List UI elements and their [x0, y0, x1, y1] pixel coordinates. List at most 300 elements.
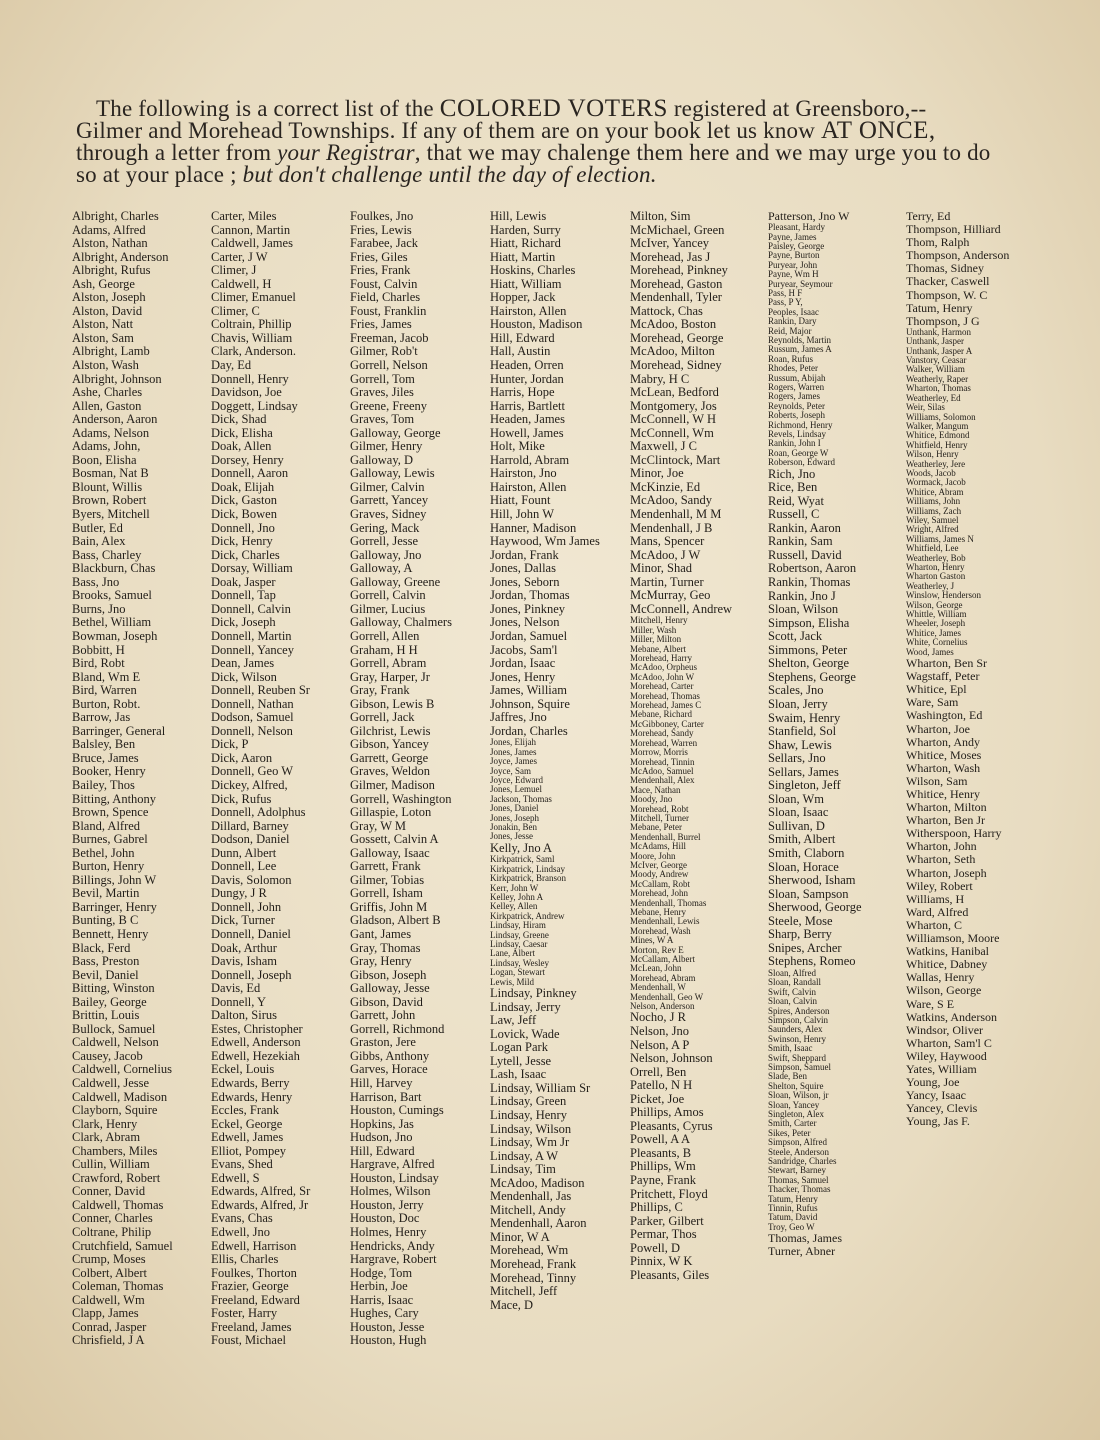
voter-name: Herbin, Joe: [350, 1279, 408, 1294]
voter-name: Morehead, Gaston: [630, 276, 723, 291]
voter-name: Holmes, Henry: [350, 1225, 427, 1240]
voter-name: Kelley, Allen: [490, 901, 538, 912]
voter-name: Gray, Thomas: [350, 940, 421, 955]
voter-name: Gorrell, Tom: [350, 371, 415, 386]
voter-name: Burton, Henry: [72, 859, 145, 874]
voter-name: Albright, Rufus: [72, 263, 151, 278]
voter-name: Houston, Jesse: [350, 1319, 425, 1334]
voter-name: Lovick, Wade: [490, 1026, 560, 1041]
voter-name: Robertson, Aaron: [768, 561, 857, 576]
voter-name: Eckel, Louis: [211, 1062, 275, 1077]
voter-name: Kirkpatrick, Andrew: [490, 910, 565, 921]
voter-name: Graham, H H: [350, 642, 418, 657]
voter-column-4: [490, 210, 600, 1312]
voter-name: Climer, C: [211, 303, 260, 318]
voter-name: Foulkes, Thorton: [211, 1265, 297, 1280]
voter-name: Mendenhall, W: [630, 982, 686, 993]
voter-name: Wharton, John: [906, 839, 977, 854]
voter-name: McMichael, Green: [630, 222, 725, 237]
voter-name: Hill, Harvey: [350, 1076, 413, 1090]
voter-name: Howell, James: [490, 425, 564, 440]
voter-name: Boon, Elisha: [72, 452, 137, 467]
voter-name: McAdoo, Milton: [630, 344, 715, 359]
voter-name: Ware, S E: [906, 996, 955, 1011]
voter-name: Nelson, Jno: [630, 1024, 690, 1039]
voter-name: Houston, Jerry: [350, 1197, 424, 1212]
voter-name: Jones, Elijah: [490, 737, 536, 748]
voter-name: Gibson, David: [350, 994, 423, 1009]
voter-name: McConnell, Andrew: [630, 601, 733, 616]
voter-name: Davis, Solomon: [211, 872, 292, 887]
voter-name: Wallas, Henry: [906, 970, 975, 985]
voter-name: Headen, Orren: [490, 358, 564, 373]
voter-name: Crump, Moses: [72, 1252, 146, 1267]
voter-name: Wood, James: [906, 646, 954, 657]
voter-name: Weatherley, Bob: [906, 552, 966, 563]
voter-name: Wiley, Haywood: [906, 1048, 987, 1063]
voter-name: Gray, Frank: [350, 683, 410, 698]
voter-name: Kirkpatrick, Branson: [490, 873, 566, 884]
voter-name: Hendricks, Andy: [350, 1238, 435, 1253]
voter-name: Thacker, Thomas: [768, 1184, 831, 1195]
voter-name: Gilmer, Rob't: [350, 344, 418, 359]
voter-name: Dick, Elisha: [211, 425, 273, 440]
voter-name: Gorrell, Abram: [350, 656, 427, 671]
voter-name: Singleton, Jeff: [768, 778, 841, 793]
voter-name: Unthank, Jasper A: [906, 345, 973, 356]
voter-name: Morehead, Warren: [630, 737, 698, 748]
voter-name: Mebane, Henry: [630, 907, 686, 917]
voter-name: Bunting, B C: [72, 913, 139, 928]
voter-name: Houston, Cumings: [350, 1103, 444, 1118]
voter-name: Donnell, Joseph: [211, 967, 292, 982]
voter-name: Barringer, General: [72, 723, 166, 738]
voter-name: Dick, Bowen: [211, 507, 277, 522]
voter-name: Hoskins, Charles: [490, 263, 576, 278]
voter-name: Donnell, Daniel: [211, 926, 291, 941]
voter-name: Hargrave, Robert: [350, 1252, 437, 1267]
voter-name: Hill, Lewis: [490, 209, 547, 223]
voter-name: Simpson, Samuel: [768, 1061, 832, 1072]
voter-name: Gossett, Calvin A: [350, 832, 439, 847]
voter-name: Reid, Wyat: [768, 493, 824, 508]
voter-name: Fries, Lewis: [350, 222, 412, 237]
voter-name: Russum, Abijah: [768, 372, 826, 383]
voter-name: Lewis, Mild: [490, 976, 534, 987]
voter-name: Bethel, John: [72, 845, 135, 860]
voter-name: Wharton, C: [906, 917, 962, 932]
voter-name: Carter, Miles: [211, 209, 277, 223]
voter-name: Dean, James: [211, 656, 275, 671]
voter-name: Caldwell, James: [211, 236, 293, 251]
voter-name: Sloan, Wilson: [768, 602, 839, 617]
voter-name: Graves, Tom: [350, 412, 415, 427]
voter-name: Sloan, Yancey: [768, 1099, 820, 1110]
voter-name: Dillard, Barney: [211, 818, 289, 833]
voter-name: Galloway, Isaac: [350, 845, 430, 860]
voter-name: Bullock, Samuel: [72, 1021, 156, 1036]
voter-name: Field, Charles: [350, 290, 421, 305]
voter-name: Climer, Emanuel: [211, 290, 296, 305]
voter-name: McCallam, Albert: [630, 954, 695, 965]
voter-name: Dunn, Albert: [211, 845, 277, 860]
voter-name: Gorrell, Jesse: [350, 534, 419, 549]
voter-name: Lindsay, Green: [490, 1094, 567, 1109]
voter-name: Pass, P Y,: [768, 297, 803, 308]
voter-name: Donnell, Reuben Sr: [211, 683, 310, 698]
voter-name: Sloan, Wilson, jr: [768, 1090, 829, 1101]
voter-name: Rogers, James: [768, 391, 820, 402]
voter-name: Mendenhall, Aaron: [490, 1216, 587, 1231]
voter-name: Harris, Hope: [490, 385, 555, 400]
voter-name: Gorrell, Allen: [350, 628, 420, 643]
voter-name: Lindsay, Tim: [490, 1162, 556, 1177]
voter-name: Blackburn, Chas: [72, 561, 156, 576]
voter-name: Mendenhall, Burrel: [630, 831, 701, 842]
voter-name: Kirkpatrick, Saml: [490, 854, 555, 865]
voter-name: Donnell, Adolphus: [211, 805, 306, 820]
voter-name: Causey, Jacob: [72, 1048, 143, 1063]
voter-name: Hudson, Jno: [350, 1130, 413, 1145]
voter-name: Tatum, David: [768, 1212, 818, 1223]
voter-name: Crawford, Robert: [72, 1170, 161, 1185]
voter-column-3: [350, 210, 452, 1348]
voter-name: Weatherly, Raper: [906, 373, 969, 384]
header-line-3: through a letter from your Registrar, that we may chalenge them here and we may urge you to do: [76, 140, 991, 165]
voter-name: Morrow, Morris: [630, 747, 688, 758]
voter-name: Powell, A A: [630, 1132, 691, 1147]
voter-name: Bass, Preston: [72, 954, 140, 969]
voter-name: Holmes, Wilson: [350, 1184, 431, 1199]
voter-name: Mitchell, Andy: [490, 1202, 566, 1217]
voter-name: Clapp, James: [72, 1306, 139, 1321]
voter-name: Wilson, George: [906, 599, 963, 610]
voter-name: Caldwell, Jesse: [72, 1076, 150, 1090]
voter-name: Lindsay, Hiram: [490, 920, 546, 931]
voter-name: Jordan, Charles: [490, 723, 568, 738]
voter-name: Anderson, Aaron: [72, 412, 158, 427]
voter-name: Morehead, James C: [630, 700, 702, 711]
voter-name: Thompson, Anderson: [906, 248, 1010, 263]
voter-name: Bennett, Henry: [72, 926, 149, 941]
voter-name: Caldwell, H: [211, 276, 272, 291]
voter-name: Coleman, Thomas: [72, 1279, 164, 1294]
voter-name: Doggett, Lindsay: [211, 398, 298, 413]
header-line-1: The following is a correct list of the COLORED VOTERS registered at Greensboro,--: [96, 95, 927, 122]
voter-name: Williams, John: [906, 496, 961, 507]
voter-name: Mitchell, Turner: [630, 812, 690, 823]
voter-name: Phillips, Amos: [630, 1105, 704, 1120]
voter-name: Minor, Shad: [630, 561, 692, 576]
voter-name: Dodson, Daniel: [211, 832, 290, 847]
voter-name: Wiley, Samuel: [906, 514, 959, 525]
voter-name: Pleasants, Cyrus: [630, 1118, 713, 1133]
voter-name: White, Cornelius: [906, 637, 968, 648]
voter-name: Jones, Lemuel: [490, 784, 542, 795]
voter-name: Edwell, Jno: [211, 1225, 271, 1240]
voter-name: Hiatt, Richard: [490, 236, 561, 251]
voter-name: Wharton, Thomas: [906, 383, 971, 394]
voter-name: Houston, Madison: [490, 317, 583, 332]
voter-name: Morehead, Tinnin: [630, 756, 695, 767]
voter-name: Farabee, Jack: [350, 236, 419, 251]
voter-name: Alston, Wash: [72, 358, 139, 373]
voter-name: Gibson, Yancey: [350, 737, 429, 752]
voter-name: Minor, Joe: [630, 466, 684, 481]
voter-name: Wagstaff, Peter: [906, 669, 980, 684]
voter-name: Sloan, Randall: [768, 977, 821, 988]
voter-name: Butler, Ed: [72, 520, 123, 535]
voter-name: Dick, Henry: [211, 534, 273, 549]
voter-name: Graves, Weldon: [350, 764, 430, 779]
voter-name: Mitchell, Henry: [630, 615, 688, 626]
voter-name: Hughes, Cary: [350, 1306, 419, 1321]
voter-name: Haywood, Wm James: [490, 534, 600, 549]
voter-name: Crutchfield, Samuel: [72, 1238, 173, 1253]
voter-name: Hanner, Madison: [490, 520, 577, 535]
voter-name: Bobbitt, H: [72, 642, 125, 657]
voter-name: Roan, Rufus: [768, 353, 813, 364]
voter-name: Mebane, Richard: [630, 709, 692, 720]
voter-name: Jacobs, Sam'l: [490, 642, 558, 657]
voter-name: Nelson, A P: [630, 1037, 690, 1052]
voter-name: Garrett, George: [350, 750, 429, 765]
voter-column-6: [768, 210, 862, 1258]
voter-name: Wharton, Henry: [906, 562, 965, 572]
voter-name: Hiatt, Martin: [490, 249, 556, 264]
voter-name: Yancy, Isaac: [906, 1088, 966, 1103]
voter-name: Washington, Ed: [906, 708, 983, 723]
voter-name: Simpson, Calvin: [768, 1014, 829, 1025]
voter-name: Sherwood, George: [768, 900, 862, 915]
voter-name: Logan Park: [490, 1040, 548, 1055]
voter-name: Hill, Edward: [350, 1143, 415, 1158]
voter-name: Williams, H: [906, 891, 965, 906]
voter-name: Jones, Daniel: [490, 803, 539, 814]
voter-name: Gilmer, Lucius: [350, 601, 426, 616]
voter-name: Russum, James A: [768, 344, 832, 355]
voter-name: Young, Joe: [906, 1075, 960, 1090]
voter-name: Evans, Chas: [211, 1211, 273, 1226]
voter-name: McLean, John: [630, 963, 682, 974]
voter-name: Elliot, Pompey: [211, 1143, 286, 1158]
voter-name: Miller, Milton: [630, 634, 682, 645]
voter-name: Mendenhall, Jas: [490, 1189, 572, 1204]
voter-name: Lindsay, A W: [490, 1148, 559, 1163]
voter-name: Pass, H F: [768, 287, 803, 298]
voter-name: Wharton, Joe: [906, 721, 970, 736]
voter-name: Morehead, Sidney: [630, 358, 722, 373]
voter-name: Unthank, Harmon: [906, 326, 971, 337]
voter-name: Harris, Isaac: [350, 1292, 414, 1307]
voter-name: Wharton, Joseph: [906, 865, 987, 880]
voter-name: Nelson, Anderson: [630, 1001, 695, 1012]
voter-name: Davis, Isham: [211, 954, 277, 969]
voter-name: Jones, Seborn: [490, 574, 560, 589]
voter-name: Hiatt, William: [490, 276, 562, 291]
voter-name: Hopper, Jack: [490, 290, 556, 305]
voter-name: Albright, Charles: [72, 209, 159, 223]
voter-name: Thomas, Samuel: [768, 1174, 829, 1185]
voter-name: Alston, Natt: [72, 317, 134, 332]
voter-name: Doak, Arthur: [211, 940, 277, 955]
voter-name: Donnell, Nelson: [211, 723, 293, 738]
voter-name: Logan, Stewart: [490, 967, 545, 978]
voter-name: Rankin, Jno J: [768, 588, 836, 603]
voter-name: Frazier, George: [211, 1279, 289, 1294]
voter-name: Griffis, John M: [350, 899, 428, 914]
voter-name: Williamson, Moore: [906, 931, 1000, 946]
voter-name: Donnell, Martin: [211, 628, 292, 643]
voter-name: Wharton, Ben Jr: [906, 813, 985, 828]
voter-name: Freeland, James: [211, 1319, 292, 1334]
voter-name: Albright, Johnson: [72, 371, 162, 386]
voter-name: Williams, Solomon: [906, 411, 976, 422]
voter-name: Chambers, Miles: [72, 1143, 158, 1158]
voter-name: Lindsay, Jerry: [490, 999, 561, 1014]
voter-name: Steele, Anderson: [768, 1146, 829, 1157]
voter-name: Patterson, Jno W: [768, 209, 850, 223]
voter-name: Pinnix, W K: [630, 1254, 693, 1269]
voter-name: Dick, Rufus: [211, 791, 272, 806]
voter-name: Clark, Abram: [72, 1130, 141, 1145]
voter-name: Caldwell, Wm: [72, 1292, 145, 1307]
voter-name: Burton, Robt.: [72, 696, 141, 711]
voter-name: Reynolds, Peter: [768, 400, 825, 411]
voter-name: Tatum, Henry: [768, 1193, 818, 1204]
voter-name: Ware, Sam: [906, 695, 959, 710]
voter-name: Jones, Jesse: [490, 831, 533, 842]
voter-name: Slade, Ben: [768, 1071, 807, 1082]
voter-name: Rankin, Thomas: [768, 575, 851, 590]
voter-name: Whitice, Henry: [906, 787, 980, 801]
voter-name: Steele, Mose: [768, 913, 833, 928]
voter-name: Conner, Charles: [72, 1211, 153, 1226]
voter-name: Gilmer, Tobias: [350, 872, 425, 887]
voter-name: Wharton, Wash: [906, 760, 981, 775]
voter-column-2: [211, 210, 310, 1348]
voter-name: Bird, Robt: [72, 656, 125, 671]
voter-name: Montgomery, Jos: [630, 398, 717, 413]
voter-name: Brooks, Samuel: [72, 588, 152, 603]
voter-name: Fries, Giles: [350, 249, 408, 264]
voter-name: Snipes, Archer: [768, 940, 842, 955]
voter-name: Phillips, C: [630, 1200, 683, 1215]
voter-name: Jones, James: [490, 746, 537, 757]
header-line-2: Gilmer and Morehead Townships. If any of them are on your book let us know AT ONCE,: [76, 117, 936, 144]
voter-name: Pleasants, Giles: [630, 1267, 710, 1282]
voter-name: Gillaspie, Loton: [350, 805, 432, 820]
voter-name: Hairston, Jno: [490, 466, 557, 481]
voter-name: Morehead, Robt: [630, 803, 689, 814]
voter-name: Unthank, Jasper: [906, 336, 964, 347]
voter-name: Mace, D: [490, 1297, 534, 1312]
voter-name: McClintock, Mart: [630, 452, 721, 467]
voter-name: Rice, Ben: [768, 480, 818, 495]
voter-name: McConnell, W H: [630, 412, 716, 427]
voter-name: Whitice, Edmond: [906, 430, 970, 441]
voter-name: Rogers, Warren: [768, 382, 825, 392]
voter-name: Doak, Allen: [211, 439, 272, 454]
voter-name: Eccles, Frank: [211, 1103, 280, 1118]
voter-name: Smith, Claborn: [768, 845, 845, 860]
voter-name: Gilmer, Madison: [350, 777, 435, 792]
voter-name: Mebane, Peter: [630, 822, 682, 833]
voter-name: Scales, Jno: [768, 683, 824, 698]
voter-name: Dorsay, William: [211, 561, 293, 576]
voter-name: Freeland, Edward: [211, 1292, 300, 1307]
voter-name: Jones, Pinkney: [490, 601, 565, 616]
voter-name: Morehead, Sandy: [630, 728, 694, 739]
voter-name: Hargrave, Alfred: [350, 1157, 435, 1172]
voter-name: Alston, Nathan: [72, 236, 148, 251]
voter-name: Jones, Dallas: [490, 561, 556, 576]
voter-name: Wharton, Seth: [906, 852, 976, 867]
voter-name: McCallam, Robt: [630, 878, 690, 889]
voter-name: Dick, Joseph: [211, 615, 276, 630]
voter-name: Lindsay, Wesley: [490, 957, 550, 968]
voter-name: Foust, Michael: [211, 1333, 286, 1348]
voter-name: Mendenhall, M M: [630, 507, 722, 522]
voter-name: Donnell, Nathan: [211, 696, 294, 711]
voter-name: Mendenhall, Tyler: [630, 290, 722, 305]
voter-name: Edwell, James: [211, 1130, 284, 1145]
voter-name: Hopkins, Jas: [350, 1116, 414, 1131]
voter-name: Weatherley, J: [906, 580, 955, 591]
voter-name: McIver, Yancey: [630, 236, 709, 251]
voter-name: Morehead, Abram: [630, 972, 696, 983]
voter-name: Dick, P: [211, 737, 249, 752]
voter-name: Houston, Hugh: [350, 1333, 427, 1348]
voter-name: Lindsay, Pinkney: [490, 986, 577, 1001]
voter-name: Adams, Nelson: [72, 425, 150, 440]
voter-name: Gray, W M: [350, 818, 407, 833]
voter-name: Shelton, Squire: [768, 1080, 824, 1091]
voter-name: Hodge, Tom: [350, 1265, 413, 1280]
voter-name: Holt, Mike: [490, 439, 545, 454]
voter-name: Jackson, Thomas: [490, 793, 552, 804]
voter-name: Thacker, Caswell: [906, 274, 990, 289]
voter-name: Moore, John: [630, 850, 676, 861]
voter-name: Dodson, Samuel: [211, 710, 294, 725]
voter-name: Kelly, Jno A: [490, 840, 553, 855]
voter-name: Lindsay, Wilson: [490, 1121, 572, 1136]
voter-name: Roberts, Joseph: [768, 410, 825, 421]
voter-name: Wharton, Milton: [906, 800, 987, 815]
voter-name: Kirkpatrick, Lindsay: [490, 863, 565, 874]
voter-name: Kerr, John W: [490, 882, 539, 893]
voter-name: Payne, James: [768, 231, 817, 242]
voter-name: Windsor, Oliver: [906, 1022, 984, 1037]
voter-name: Lindsay, William Sr: [490, 1080, 591, 1095]
voter-name: Morehead, Wash: [630, 925, 691, 936]
voter-name: Swift, Sheppard: [768, 1052, 826, 1063]
voter-name: Pleasants, B: [630, 1145, 692, 1160]
voter-column-5: [630, 210, 732, 1282]
voter-name: Mebane, Albert: [630, 643, 686, 654]
voter-name: Sandridge, Charles: [768, 1156, 837, 1167]
voter-name: Donnell, Tap: [211, 588, 276, 603]
voter-name: Moody, Jno: [630, 794, 673, 805]
voter-name: Miller, Wash: [630, 624, 677, 635]
voter-name: Thom, Ralph: [906, 235, 970, 250]
voter-name: Edwards, Berry: [211, 1076, 290, 1090]
voter-name: Morehead, Wm: [490, 1243, 569, 1258]
voter-name: Climer, J: [211, 263, 257, 278]
voter-name: Rankin, Sam: [768, 534, 833, 549]
voter-name: Morehead, Harry: [630, 653, 692, 664]
voter-name: Gant, James: [350, 926, 412, 941]
